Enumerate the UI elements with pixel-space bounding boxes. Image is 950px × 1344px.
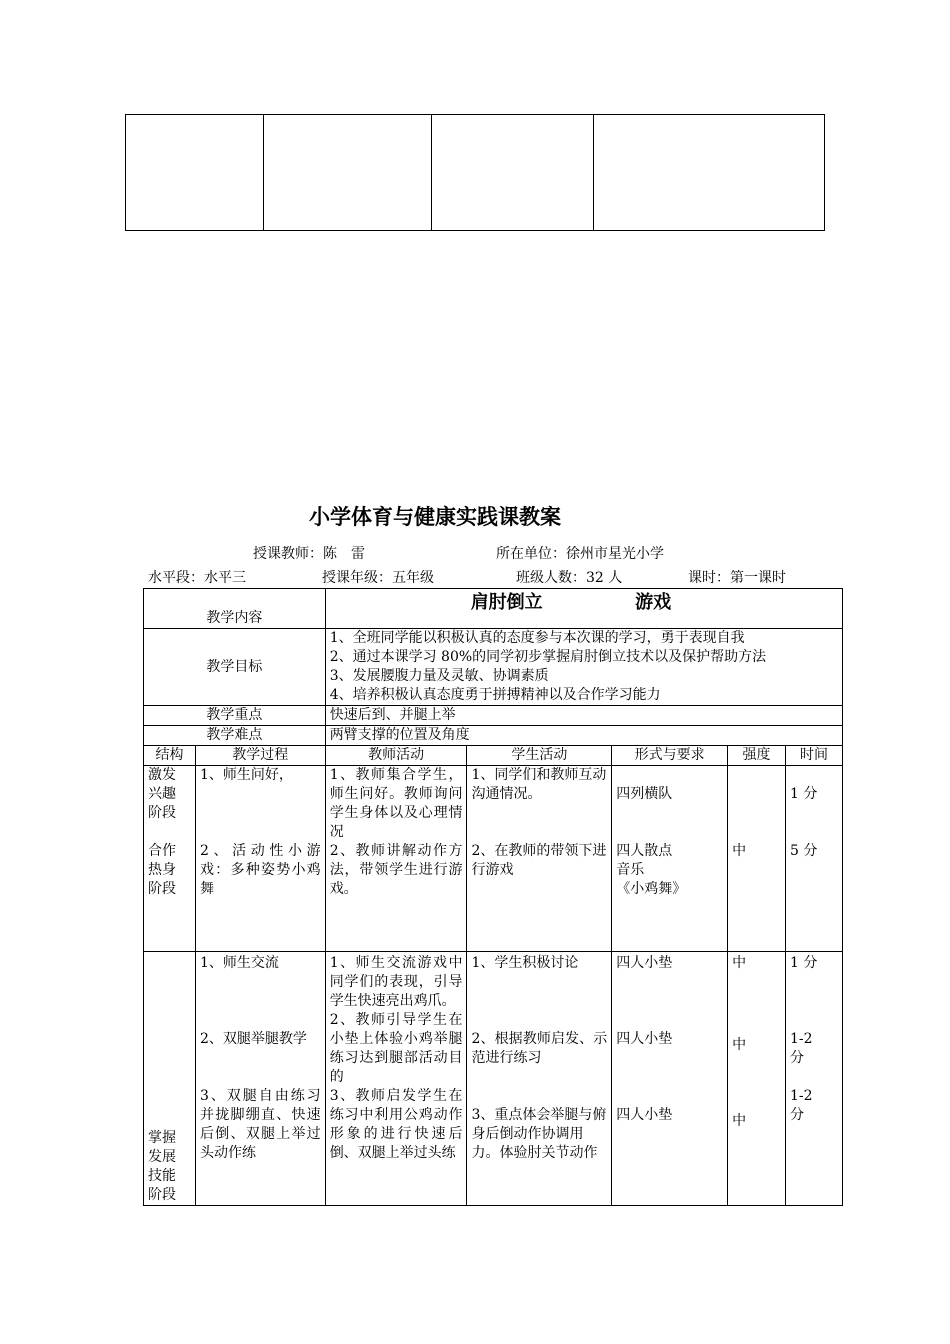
content-value xyxy=(325,589,842,629)
col-teacher: 教师活动 xyxy=(325,746,467,766)
intensity-3: 中 xyxy=(732,1113,747,1129)
section-2-row xyxy=(144,952,843,1206)
difficulty-label: 教学难点 xyxy=(144,726,326,746)
section-1-row xyxy=(144,766,843,952)
goal-item: 2、通过本课学习 80%的同学初步掌握肩肘倒立技术以及保护帮助方法 xyxy=(329,649,767,665)
column-header-row xyxy=(144,746,843,766)
teacher-1: 1、师生交流游戏中同学们的表现，引导学生快速亮出鸡爪。 xyxy=(329,955,463,1009)
form-cell xyxy=(612,766,728,952)
difficulty-row xyxy=(144,726,843,746)
col-structure: 结构 xyxy=(144,746,196,766)
page-title: 小学体育与健康实践课教案 xyxy=(309,505,561,529)
time-1: 1 分 xyxy=(789,955,818,971)
process-1: 1、师生交流 xyxy=(199,955,279,971)
col-student: 学生活动 xyxy=(467,746,612,766)
stage-1: 激发兴趣阶段 xyxy=(148,767,176,821)
key-value: 快速后到、并腿上举 xyxy=(325,706,842,726)
process-2: 2、双腿举腿教学 xyxy=(199,1031,307,1047)
grade-info: 授课年级：五年级 xyxy=(322,570,434,586)
unit-info: 所在单位：徐州市星光小学 xyxy=(496,546,664,562)
stage-2: 合作热身阶段 xyxy=(148,843,176,897)
topic-1: 肩肘倒立 xyxy=(470,592,543,613)
teacher-2: 2、教师讲解动作方法，带领学生进行游戏。 xyxy=(329,843,463,897)
col-time: 时间 xyxy=(785,746,842,766)
process-2: 2、活动性小游戏：多种姿势小鸡舞 xyxy=(199,843,321,897)
content-label: 教学内容 xyxy=(144,589,326,629)
lesson-plan-table xyxy=(143,588,843,1206)
form-cell xyxy=(612,952,728,1206)
intensity-cell xyxy=(728,952,786,1206)
intensity-2: 中 xyxy=(732,1037,747,1053)
form-2a: 四人散点 xyxy=(616,843,673,859)
key-row xyxy=(144,706,843,726)
intensity-2: 中 xyxy=(732,843,747,859)
empty-top-table xyxy=(125,114,825,231)
col-process: 教学过程 xyxy=(195,746,325,766)
goal-item: 3、发展腰腹力量及灵敏、协调素质 xyxy=(329,668,549,684)
time-3: 1-2 分 xyxy=(789,1088,813,1123)
form-1: 四列横队 xyxy=(616,786,673,802)
structure-cell xyxy=(144,766,196,952)
teacher-cell xyxy=(325,952,467,1206)
intensity-1: 中 xyxy=(732,955,747,971)
student-cell xyxy=(467,952,612,1206)
form-3: 四人小垫 xyxy=(616,1107,673,1123)
time-cell xyxy=(785,952,842,1206)
teacher-info: 授课教师：陈 雷 xyxy=(253,546,365,562)
level-info: 水平段：水平三 xyxy=(148,570,246,586)
goals-label: 教学目标 xyxy=(144,629,326,706)
empty-cell xyxy=(264,115,432,231)
goals-row xyxy=(144,629,843,706)
form-2: 四人小垫 xyxy=(616,1031,673,1047)
empty-cell xyxy=(432,115,594,231)
teacher-cell xyxy=(325,766,467,952)
student-1: 1、学生积极讨论 xyxy=(471,955,579,971)
teacher-3: 3、教师启发学生在练习中利用公鸡动作形象的进行快速后倒、双腿上举过头练 xyxy=(329,1088,463,1161)
form-2c: 《小鸡舞》 xyxy=(616,881,687,897)
key-label: 教学重点 xyxy=(144,706,326,726)
students-info: 班级人数：32 人 xyxy=(516,570,623,586)
process-3: 3、双腿自由练习并拢脚绷直、快速后倒、双腿上举过头动作练 xyxy=(199,1088,321,1161)
empty-cell xyxy=(594,115,825,231)
process-cell xyxy=(195,766,325,952)
form-2b: 音乐 xyxy=(616,862,645,878)
form-1: 四人小垫 xyxy=(616,955,673,971)
col-form: 形式与要求 xyxy=(612,746,728,766)
time-2: 1-2 分 xyxy=(789,1031,813,1066)
content-row xyxy=(144,589,843,629)
structure-cell xyxy=(144,952,196,1206)
topic-2: 游戏 xyxy=(635,592,672,613)
empty-cell xyxy=(126,115,264,231)
intensity-cell xyxy=(728,766,786,952)
goal-item: 4、培养积极认真态度勇于拼搏精神以及合作学习能力 xyxy=(329,687,661,703)
goal-item: 1、全班同学能以积极认真的态度参与本次课的学习，勇于表现自我 xyxy=(329,630,745,646)
student-1: 1、同学们和教师互动沟通情况。 xyxy=(471,767,607,802)
student-3: 3、重点体会举腿与俯身后倒动作协调用力。体验肘关节动作 xyxy=(471,1107,607,1161)
col-intensity: 强度 xyxy=(728,746,786,766)
student-2: 2、根据教师启发、示范进行练习 xyxy=(471,1031,608,1066)
time-cell xyxy=(785,766,842,952)
difficulty-value: 两臂支撑的位置及角度 xyxy=(325,726,842,746)
process-cell xyxy=(195,952,325,1206)
time-1: 1 分 xyxy=(789,786,818,802)
time-2: 5 分 xyxy=(789,843,818,859)
teacher-2: 2、教师引导学生在小垫上体验小鸡举腿练习达到腿部活动目的 xyxy=(329,1012,463,1085)
student-cell xyxy=(467,766,612,952)
student-2: 2、在教师的带领下进行游戏 xyxy=(471,843,607,878)
stage-3: 掌握发展技能阶段 xyxy=(148,1130,176,1203)
period-info: 课时：第一课时 xyxy=(688,570,786,586)
goals-list xyxy=(325,629,842,706)
process-1: 1、师生问好， xyxy=(199,767,293,783)
teacher-1: 1、教师集合学生，师生问好。教师询问学生身体以及心理情况 xyxy=(329,767,463,840)
